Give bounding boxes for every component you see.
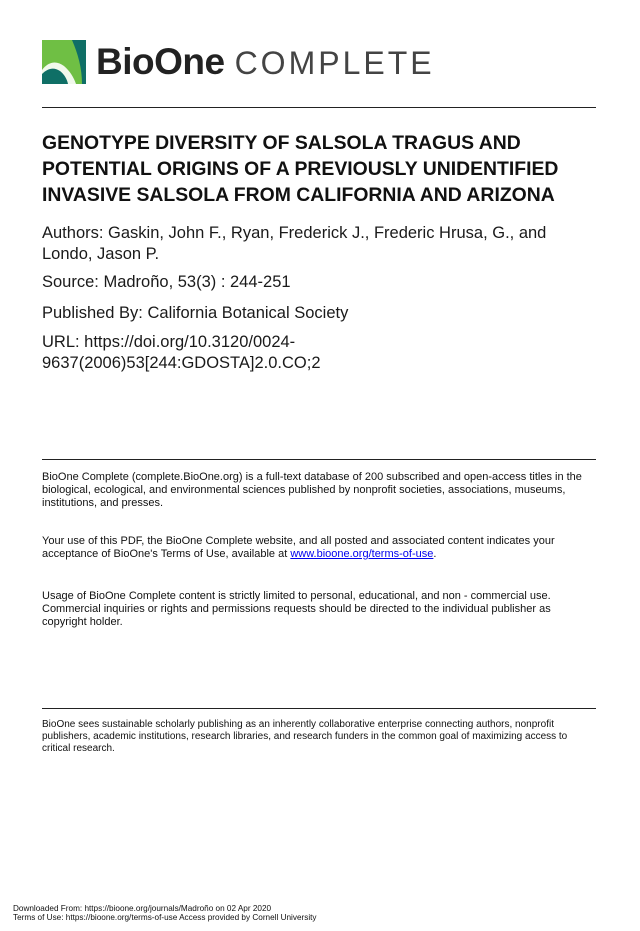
article-url[interactable] xyxy=(42,332,598,374)
terms-text: Your use of this PDF, the BioOne Complete website, and all posted and associated content indicates your acceptance of BioOne's Terms of Use, available at xyxy=(42,535,555,560)
article-authors: Authors: Gaskin, John F., Ryan, Frederick J., Frederic Hrusa, G., and Londo, Jason P. xyxy=(42,224,547,263)
article-source: Source: Madroño, 53(3) : 244-251 xyxy=(42,273,291,291)
mission-divider xyxy=(42,708,596,709)
header-divider xyxy=(42,107,596,108)
brand-wordmark xyxy=(96,41,435,83)
article-title: GENOTYPE DIVERSITY OF SALSOLA TRAGUS AND POTENTIAL ORIGINS OF A PREVIOUSLY UNIDENTIFIED INVASIVE SALSOLA FROM CALIFORNIA AND ARIZONA xyxy=(42,132,559,206)
mission-notice: BioOne sees sustainable scholarly publishing as an inherently collaborative enterprise connecting authors, nonprofit publishers, academic institutions, research libraries, and research funders in the common goal of maximizing access to critical research. xyxy=(42,719,568,754)
article-publisher: Published By: California Botanical Society xyxy=(42,304,349,322)
article-url-line2: 9637(2006)53[244:GDOSTA]2.0.CO;2 xyxy=(42,354,321,372)
bioone-leaf-icon xyxy=(42,40,86,84)
footer-downloaded: Downloaded From: https://bioone.org/journals/Madroño on 02 Apr 2020 xyxy=(13,904,272,913)
about-notice: BioOne Complete (complete.BioOne.org) is a full-text database of 200 subscribed and open-access titles in the biological, ecological, and environmental sciences published by nonprofit societies, associations, museums, institutions, and presses. xyxy=(42,471,582,509)
article-url-line1: URL: https://doi.org/10.3120/0024- xyxy=(42,333,296,351)
bioone-logo[interactable] xyxy=(42,40,435,84)
notice-divider xyxy=(42,459,596,460)
terms-of-use-link[interactable]: www.bioone.org/terms-of-use xyxy=(290,548,434,560)
brand-light: COMPLETE xyxy=(234,45,435,81)
footer-terms: Terms of Use: https://bioone.org/terms-of-use Access provided by Cornell University xyxy=(13,913,317,922)
brand-bold: BioOne xyxy=(96,41,225,82)
terms-notice xyxy=(42,535,598,561)
usage-notice: Usage of BioOne Complete content is strictly limited to personal, educational, and non - commercial use. Commercial inquiries or rights and permissions requests should be directed to the individual publisher as copyright holder. xyxy=(42,590,551,628)
terms-period: . xyxy=(433,548,437,560)
